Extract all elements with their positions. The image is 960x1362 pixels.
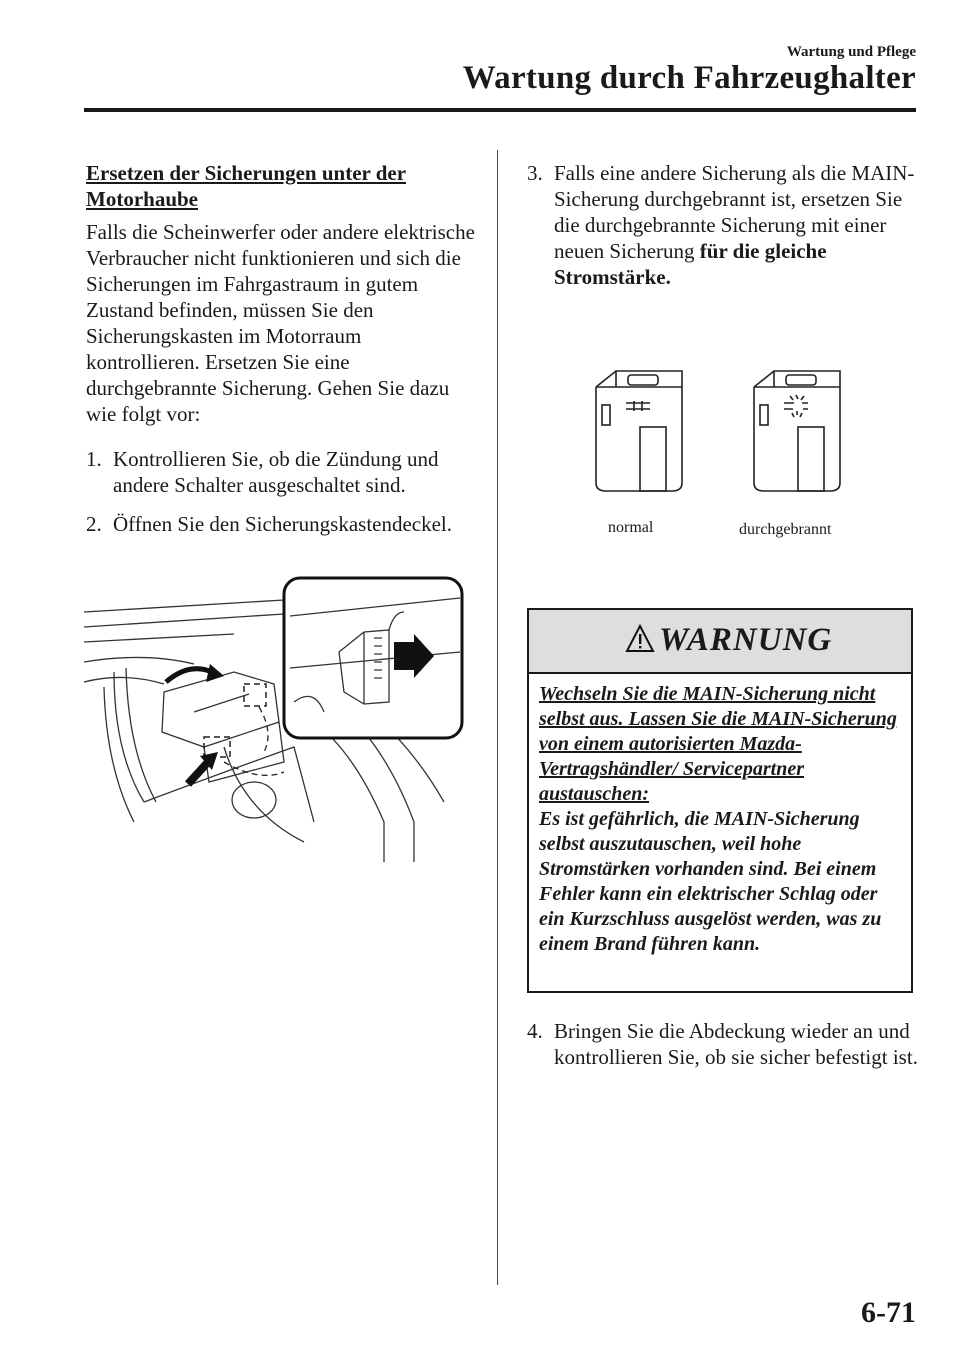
fuse-blown-illustration <box>744 365 844 495</box>
warning-header <box>529 610 911 674</box>
step-3-number: 3. <box>527 161 543 185</box>
step-3-bold-text: für die gleiche Stromstärke. <box>554 239 827 289</box>
fuse-normal-illustration <box>586 365 686 495</box>
step-2-number: 2. <box>86 512 102 536</box>
warning-underlined-text: Wechseln Sie die MAIN-Sicherung nicht selbst aus. Lassen Sie die MAIN-Sicherung von einem autorisierten Mazda-Vertragshändler/ Servicepartner austauschen: <box>539 683 897 805</box>
step-3 <box>527 160 927 290</box>
section-title: Ersetzen der Sicherungen unter der Motorhaube <box>86 161 407 211</box>
warning-text: Es ist gefährlich, die MAIN-Sicherung selbst auszutauschen, weil hohe Stromstärken vorhanden sind. Bei einem Fehler kann ein elektrischer Schlag oder ein Kurzschluss ausgelöst werden, was zu einem Brand führen kann. <box>539 808 882 955</box>
step-2 <box>86 511 486 537</box>
step-2-text: Öffnen Sie den Sicherungskastendeckel. <box>113 512 453 536</box>
step-4 <box>527 1018 927 1070</box>
warning-triangle-icon <box>625 624 655 654</box>
warning-title: WARNUNG <box>659 622 833 658</box>
header-rule <box>84 108 916 112</box>
fuse-blown-caption: durchgebrannt <box>739 521 832 538</box>
intro-paragraph: Falls die Scheinwerfer oder andere elektrische Verbraucher nicht funktionieren und sich die Sicherungen im Fahrgastraum in gutem Zustand befinden, müssen Sie den Sicherungskasten im Motorraum kontrollieren. Ersetzen Sie eine durchgebrannte Sicherung. Gehen Sie dazu wie folgt vor: <box>86 220 475 426</box>
step-1 <box>86 446 486 498</box>
step-4-number: 4. <box>527 1019 543 1043</box>
running-header-title: Wartung durch Fahrzeughalter <box>462 60 916 96</box>
fuse-box-cover-illustration <box>84 572 466 862</box>
column-divider <box>497 150 498 1285</box>
step-4-text: Bringen Sie die Abdeckung wieder an und kontrollieren Sie, ob sie sicher befestigt ist. <box>554 1019 918 1069</box>
page-number: 6-71 <box>861 1296 916 1329</box>
fuse-normal-caption: normal <box>608 519 654 536</box>
step-1-number: 1. <box>86 447 102 471</box>
warning-body <box>539 682 907 957</box>
step-1-text: Kontrollieren Sie, ob die Zündung und andere Schalter ausgeschaltet sind. <box>113 447 439 497</box>
running-header-section: Wartung und Pflege <box>786 44 916 60</box>
step-3-text: Falls eine andere Sicherung als die MAIN-Sicherung durchgebrannt ist, ersetzen Sie die durchgebrannte Sicherung mit einer neuen Sicherung <box>554 161 915 263</box>
warning-box <box>527 608 913 993</box>
